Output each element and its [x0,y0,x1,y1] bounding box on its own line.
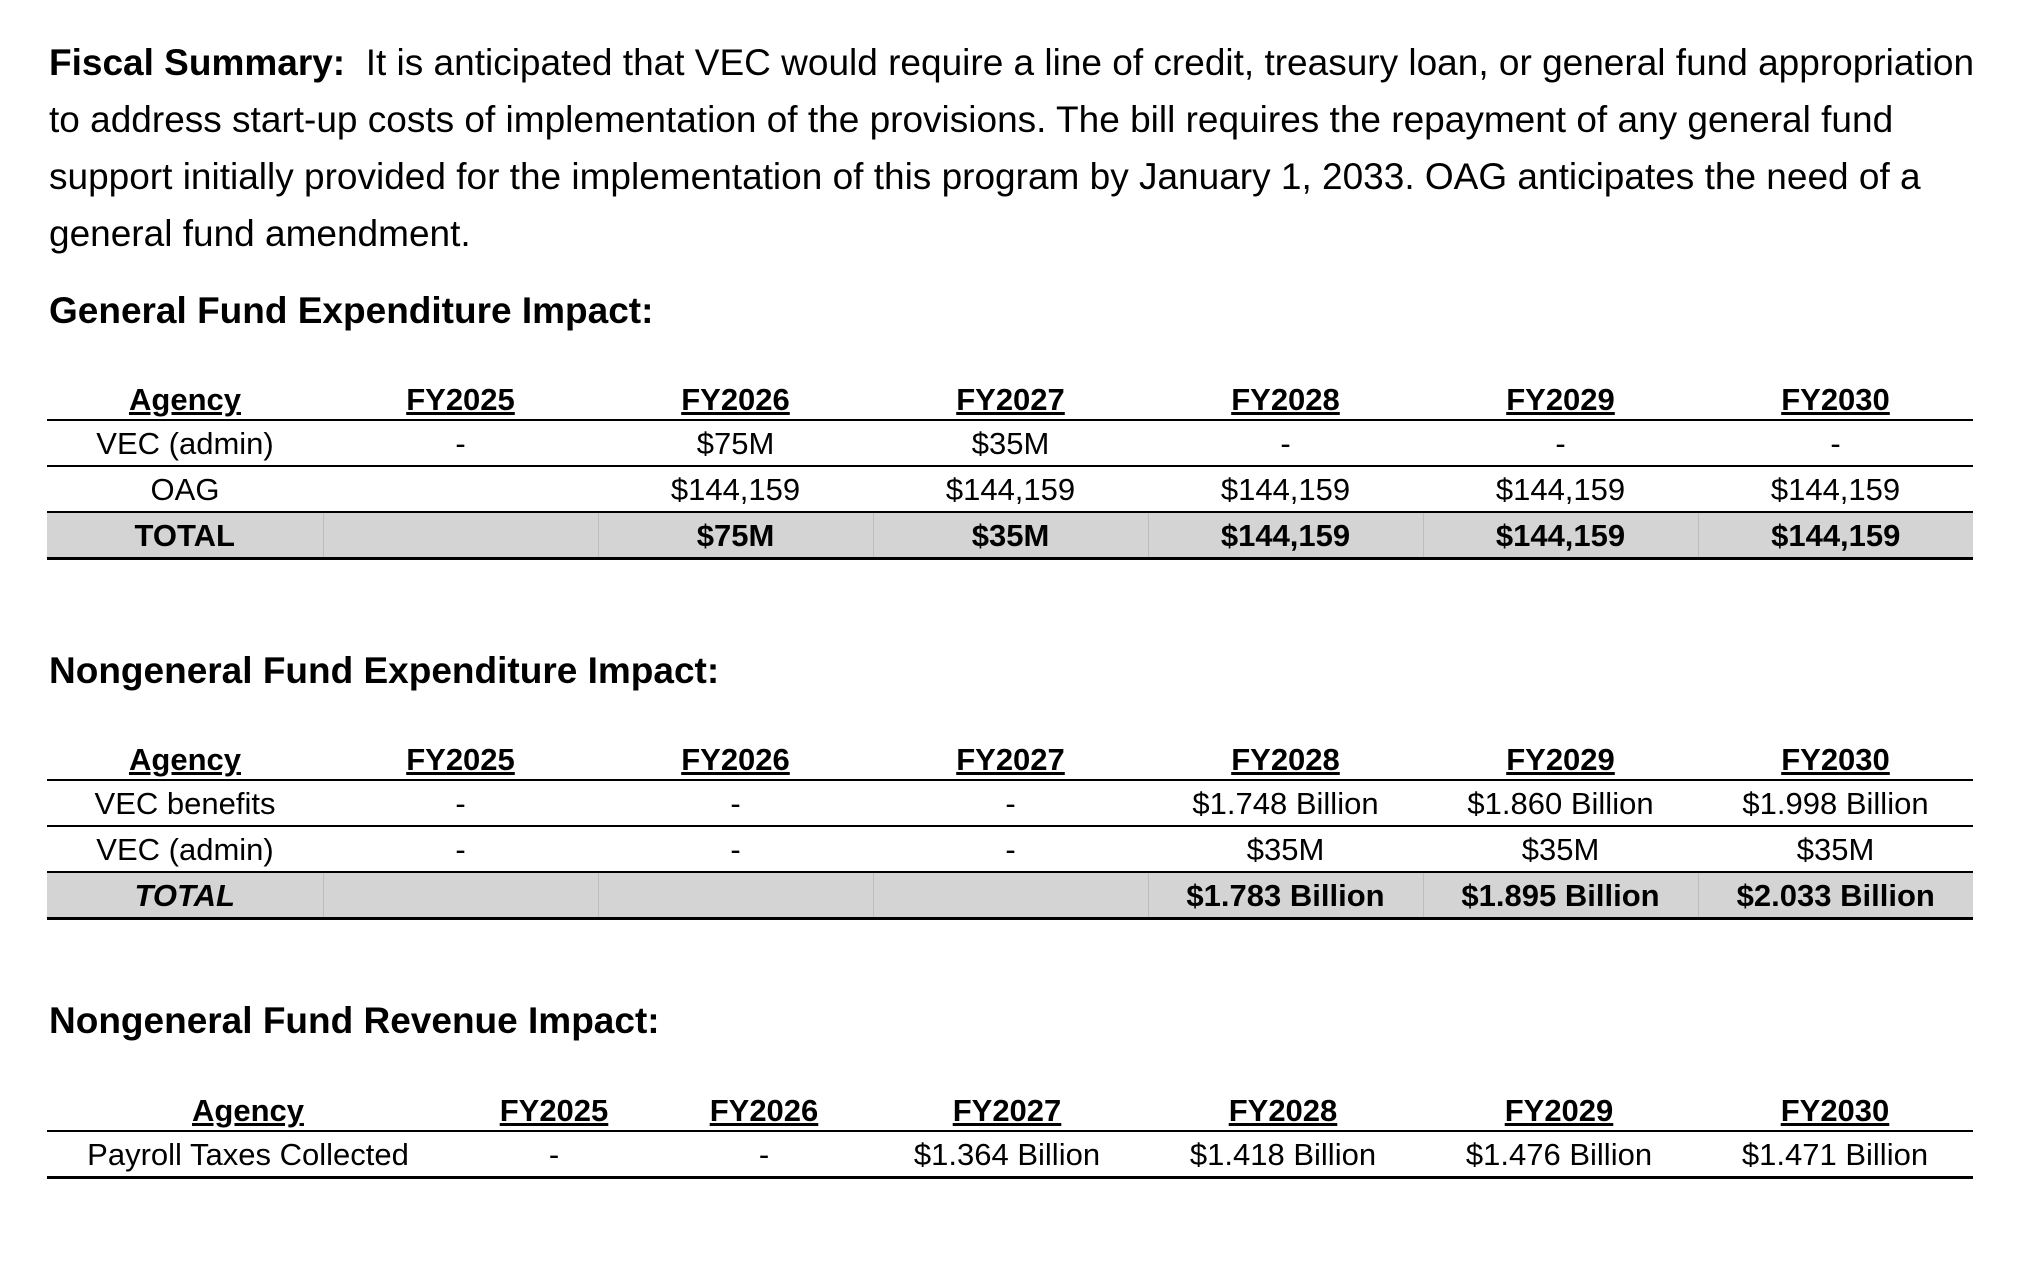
total-cell: $144,159 [1423,512,1698,559]
total-cell [323,512,598,559]
table-header-row [47,1086,1973,1131]
total-cell: $1.783 Billion [1148,872,1423,919]
total-cell: $75M [598,512,873,559]
table-cell: $35M [1698,826,1973,872]
table-cell: VEC (admin) [47,420,323,466]
total-cell: $144,159 [1148,512,1423,559]
table-cell: $75M [598,420,873,466]
total-cell [873,872,1148,919]
fiscal-summary [49,34,1979,262]
general-fund-expenditure-table [47,375,1973,560]
table-cell: $144,159 [1148,466,1423,512]
column-header-fy2026: FY2026 [598,375,873,420]
column-header-fy2026: FY2026 [659,1086,869,1131]
column-header-fy2028: FY2028 [1148,375,1423,420]
column-header-fy2025: FY2025 [323,375,598,420]
table-cell: $1.418 Billion [1145,1131,1421,1178]
column-header-fy2027: FY2027 [873,375,1148,420]
table-cell: $1.860 Billion [1423,780,1698,826]
table-cell: $1.471 Billion [1697,1131,1973,1178]
column-header-fy2030: FY2030 [1698,375,1973,420]
table-row [47,466,1973,512]
table-row [47,780,1973,826]
table-cell: $35M [873,420,1148,466]
total-cell: $35M [873,512,1148,559]
column-header-fy2029: FY2029 [1423,735,1698,780]
nongeneral-fund-expenditure-table [47,735,1973,920]
fiscal-summary-text: It is anticipated that VEC would require a line of credit, treasury loan, or general fund appropriation to address start-up costs of implementation of the provisions. The bill requires the repayment of any general fund support initially provided for the implementation of this program by January 1, 2033. OAG anticipates the need of a general fund amendment. [49,42,1975,254]
table-cell: - [323,826,598,872]
table-cell: OAG [47,466,323,512]
table-cell: VEC (admin) [47,826,323,872]
table-cell: - [659,1131,869,1178]
table-cell: - [1148,420,1423,466]
table-row [47,420,1973,466]
column-header-fy2028: FY2028 [1145,1086,1421,1131]
table-cell: $35M [1148,826,1423,872]
table-cell: - [873,826,1148,872]
table-cell: $144,159 [598,466,873,512]
column-header-fy2025: FY2025 [449,1086,659,1131]
table-header-row [47,375,1973,420]
table-cell: - [873,780,1148,826]
column-header-fy2030: FY2030 [1697,1086,1973,1131]
table-cell: - [598,780,873,826]
total-cell: $2.033 Billion [1698,872,1973,919]
table-row [47,1131,1973,1178]
table-cell [323,466,598,512]
column-header-fy2027: FY2027 [873,735,1148,780]
table-cell: VEC benefits [47,780,323,826]
table-cell: $1.998 Billion [1698,780,1973,826]
total-row [47,872,1973,919]
total-cell [323,872,598,919]
table-cell: - [598,826,873,872]
column-header-fy2029: FY2029 [1421,1086,1697,1131]
table-cell: $144,159 [873,466,1148,512]
fiscal-summary-label: Fiscal Summary: [49,42,346,83]
column-header-fy2029: FY2029 [1423,375,1698,420]
total-cell [598,872,873,919]
table-cell: $144,159 [1423,466,1698,512]
table-header-row [47,735,1973,780]
column-header-agency: Agency [47,735,323,780]
total-cell: $144,159 [1698,512,1973,559]
total-cell: TOTAL [47,512,323,559]
table-cell: $144,159 [1698,466,1973,512]
table-cell: $1.364 Billion [869,1131,1145,1178]
column-header-agency: Agency [47,375,323,420]
column-header-fy2025: FY2025 [323,735,598,780]
column-header-fy2026: FY2026 [598,735,873,780]
column-header-fy2030: FY2030 [1698,735,1973,780]
total-row [47,512,1973,559]
column-header-agency: Agency [47,1086,449,1131]
column-header-fy2027: FY2027 [869,1086,1145,1131]
nongeneral-fund-revenue-table [47,1086,1973,1179]
nongeneral-fund-revenue-heading: Nongeneral Fund Revenue Impact: [49,1000,660,1041]
table-cell: - [1698,420,1973,466]
table-cell: - [323,780,598,826]
total-cell: $1.895 Billion [1423,872,1698,919]
column-header-fy2028: FY2028 [1148,735,1423,780]
table-cell: - [449,1131,659,1178]
table-cell: $35M [1423,826,1698,872]
table-cell: - [323,420,598,466]
total-cell: TOTAL [47,872,323,919]
nongeneral-fund-expenditure-heading: Nongeneral Fund Expenditure Impact: [49,650,720,691]
table-cell: Payroll Taxes Collected [47,1131,449,1178]
general-fund-expenditure-heading: General Fund Expenditure Impact: [49,290,654,331]
table-cell: - [1423,420,1698,466]
table-row [47,826,1973,872]
table-cell: $1.476 Billion [1421,1131,1697,1178]
table-cell: $1.748 Billion [1148,780,1423,826]
